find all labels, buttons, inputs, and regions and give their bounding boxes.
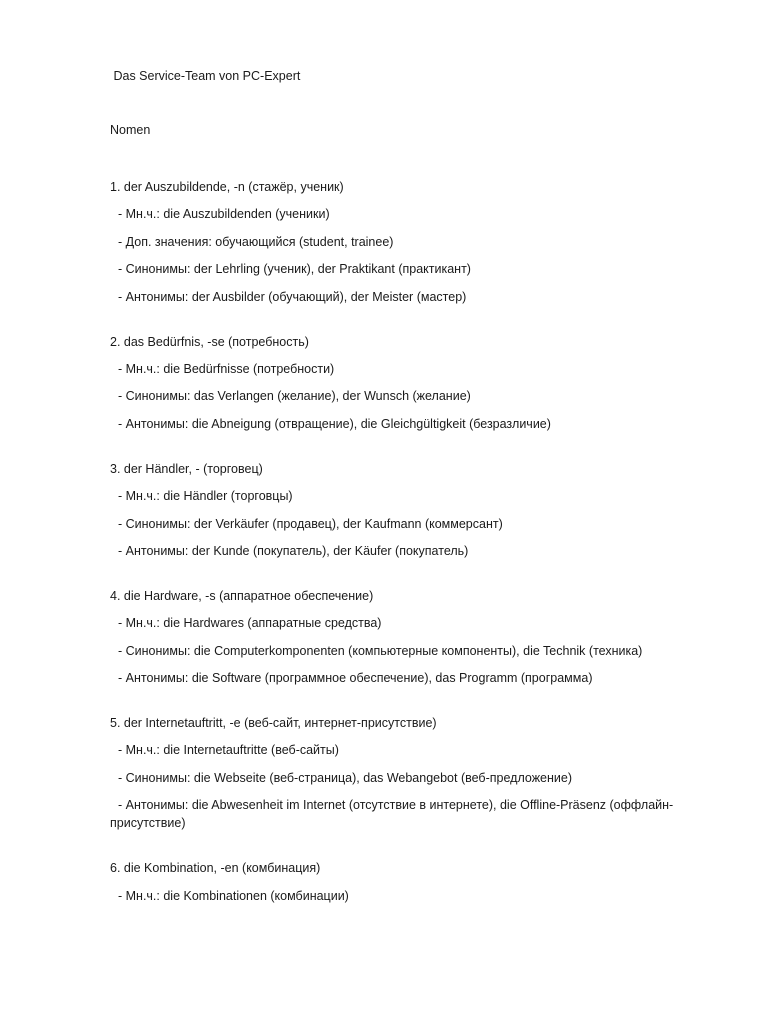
document-title: Das Service-Team von PC-Expert — [110, 69, 301, 83]
entry-synonyms: - Синонимы: die Webseite (веб-страница), das Webangebot (веб-предложение) — [118, 770, 573, 785]
entry-plural: - Мн.ч.: die Internetauftritte (веб-сайты) — [118, 743, 339, 758]
section-label-nomen: Nomen — [110, 123, 151, 137]
entry-headword: 2. das Bedürfnis, -se (потребность) — [110, 334, 309, 349]
vocabulary-entry — [110, 178, 710, 306]
entry-headword: 5. der Internetauftritt, -e (веб-сайт, интернет-присутствие) — [110, 716, 437, 731]
entry-antonyms: - Антонимы: der Ausbilder (обучающий), der Meister (мастер) — [118, 289, 467, 304]
entry-antonyms: - Антонимы: die Abwesenheit im Internet (отсутствие в интернете), die Offline-Präsenz (оффлайн-присутствие) — [110, 798, 674, 831]
entry-plural: - Мн.ч.: die Händler (торговцы) — [118, 489, 293, 504]
entry-headword: 4. die Hardware, -s (аппаратное обеспечение) — [110, 588, 374, 603]
entry-plural: - Мн.ч.: die Hardwares (аппаратные средства) — [118, 616, 382, 631]
vocabulary-entry — [110, 460, 710, 560]
entry-plural: - Мн.ч.: die Auszubildenden (ученики) — [118, 207, 330, 222]
entry-headword: 6. die Kombination, -en (комбинация) — [110, 861, 321, 876]
entry-plural: - Мн.ч.: die Bedürfnisse (потребности) — [118, 361, 335, 376]
entry-synonyms: - Синонимы: der Lehrling (ученик), der Praktikant (практикант) — [118, 262, 471, 277]
vocabulary-entry — [110, 859, 710, 904]
entry-synonyms: - Синонимы: der Verkäufer (продавец), der Kaufmann (коммерсант) — [118, 516, 503, 531]
entry-antonyms: - Антонимы: die Abneigung (отвращение), die Gleichgültigkeit (безразличие) — [118, 416, 551, 431]
entry-headword: 1. der Auszubildende, -n (стажёр, ученик) — [110, 180, 344, 194]
vocabulary-entry — [110, 587, 710, 687]
vocabulary-entries — [110, 178, 710, 932]
entry-synonyms: - Синонимы: die Computerkomponenten (компьютерные компоненты), die Technik (техника) — [118, 643, 643, 658]
vocabulary-entry — [110, 714, 710, 832]
entry-antonyms: - Антонимы: der Kunde (покупатель), der Käufer (покупатель) — [118, 543, 469, 558]
entry-synonyms: - Синонимы: das Verlangen (желание), der Wunsch (желание) — [118, 389, 471, 404]
entry-antonyms: - Антонимы: die Software (программное обеспечение), das Programm (программа) — [118, 671, 593, 686]
entry-extra-meanings: - Доп. значения: обучающийся (student, trainee) — [118, 234, 394, 249]
vocabulary-entry — [110, 333, 710, 433]
entry-headword: 3. der Händler, - (торговец) — [110, 461, 263, 476]
entry-plural: - Мн.ч.: die Kombinationen (комбинации) — [118, 888, 349, 903]
